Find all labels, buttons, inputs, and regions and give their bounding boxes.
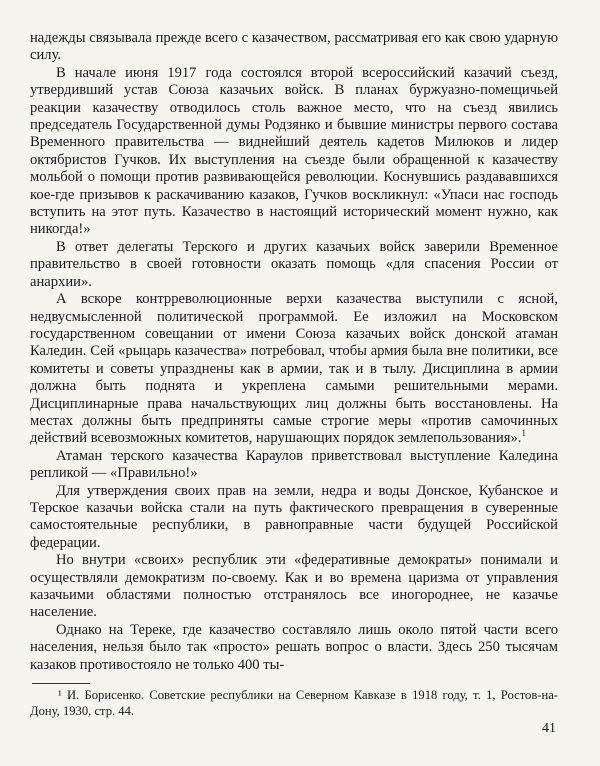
paragraph-terek-population: Однако на Тереке, где казачество составляло лишь около пятой части всего населения, нельзя было так «просто» решать вопрос о власти. Здесь 250 тысячам казаков противостояло не только 400 ты- bbox=[30, 621, 558, 673]
book-page-body bbox=[30, 30, 558, 674]
paragraph-kaledin-program bbox=[30, 291, 558, 448]
paragraph-continuation: надежды связывала прежде всего с казачеством, рассматривая его как свою ударную силу. bbox=[30, 30, 558, 64]
footnote-reference-marker: 1 bbox=[521, 428, 526, 439]
paragraph-cossack-congress: В начале июня 1917 года состоялся второй всероссийский казачий съезд, утвердивший устав Союза казачьих войск. В планах буржуазно-помещичьей реакции казачеству отводилось столь важное место, что на съезд явились председатель Государственной думы Родзянко и бывшие министры первого состава Временного правительства — виднейший деятель кадетов Милюков и лидер октябристов Гучков. Их выступления на съезде были обращенной к казачеству мольбой о помощи против развивающейся революции. Коснувшись раздававшихся кое-где призывов к раскачиванию казаков, Гучков воскликнул: «Упаси нас господь вступить на этот путь. Казачество в настоящий исторический момент нужно, как никогда!» bbox=[30, 64, 558, 238]
paragraph-terek-delegates: В ответ делегаты Терского и других казачьих войск заверили Временное правительство в своей готовности оказать помощь «для спасения России от анархии». bbox=[30, 238, 558, 290]
page-number: 41 bbox=[542, 721, 556, 736]
footnote-text: ¹ И. Борисенко. Советские республики на Северном Кавказе в 1918 году, т. 1, Ростов-на-Дону, 1930, стр. 44. bbox=[30, 688, 558, 718]
footnote-divider bbox=[32, 683, 90, 684]
paragraph-kaledin-program-text: А вскоре контрреволюционные верхи казачества выступили с ясной, недвусмысленной политической программой. Ее изложил на Московском государственном совещании от имени Союза казачьих войск донской атаман Каледин. Сей «рыцарь казачества» потребовал, чтобы армия была вне политики, все комитеты и советы упразднены как в армии, так и в тылу. Дисциплина в армии должна быть поднята и укреплена самыми решительными мерами. Дисциплинарные права начальствующих лиц должны быть восстановлены. На местах должны быть предприняты самые строгие меры «против самочинных действий всевозможных комитетов, нарушающих порядок землепользования». bbox=[30, 291, 558, 447]
paragraph-karaulov: Атаман терского казачества Караулов приветствовал выступление Каледина репликой — «Правильно!» bbox=[30, 447, 558, 482]
paragraph-republics: Для утверждения своих прав на земли, недра и воды Донское, Кубанское и Терское казачьи войска стали на путь фактического превращения в суверенные самостоятельные республики, в равноправные части будущей Российской федерации. bbox=[30, 482, 558, 551]
paragraph-federative-democrats: Но внутри «своих» республик эти «федеративные демократы» понимали и осуществляли демократизм по-своему. Как и во времена царизма от управления казачьими областями полностью отстранялось все иногороднее, не казачье население. bbox=[30, 552, 558, 621]
